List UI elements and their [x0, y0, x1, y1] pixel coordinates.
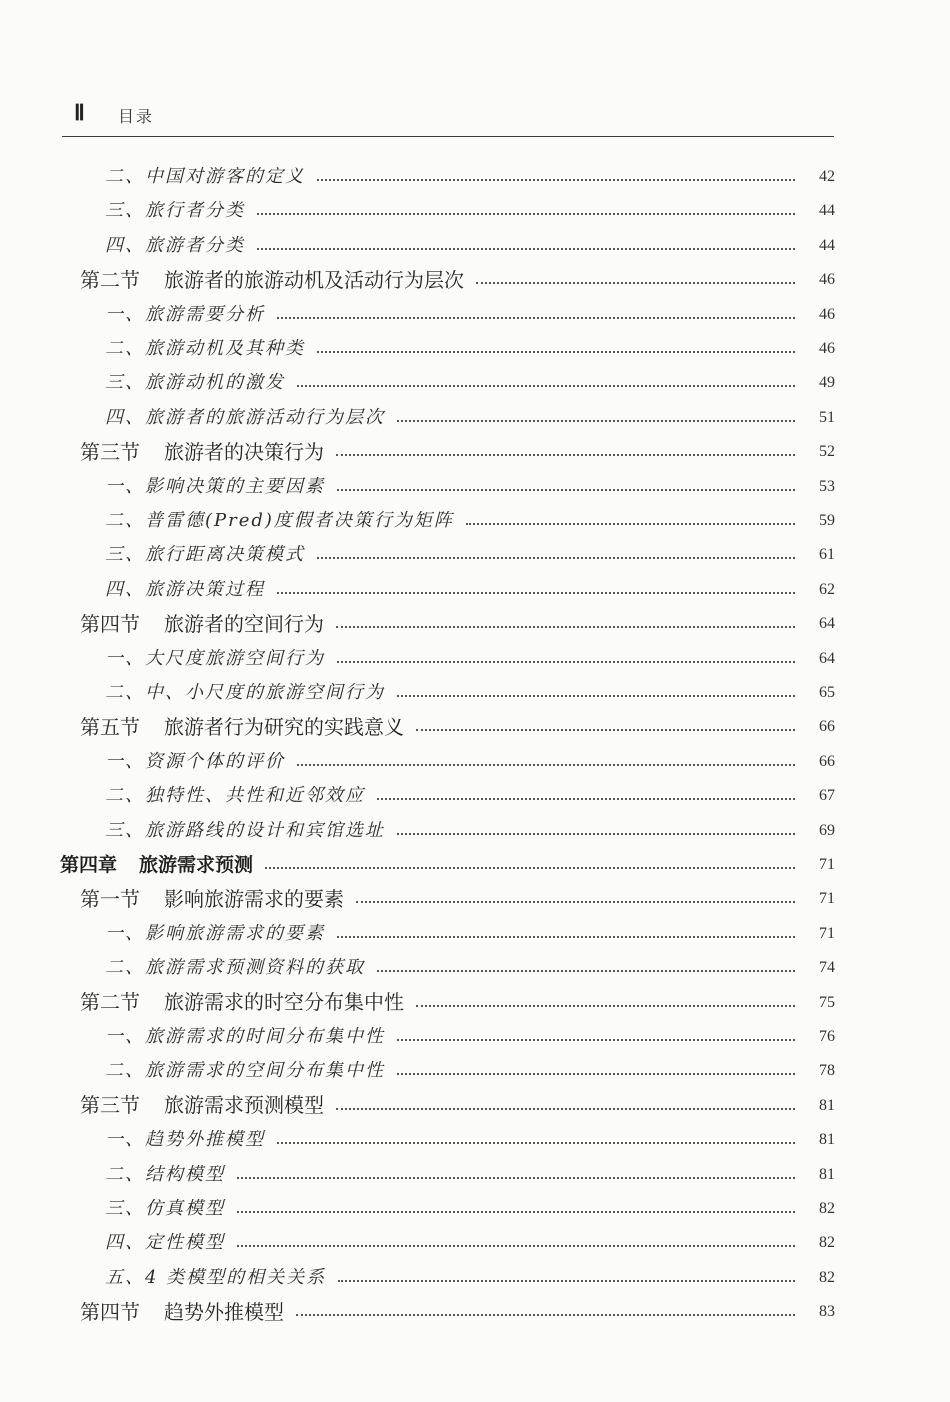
toc-page-number: 46	[819, 305, 835, 323]
toc-entry-title: 三、旅行者分类	[105, 200, 245, 222]
toc-entry-title: 四、旅游者分类	[105, 234, 245, 256]
toc-entry-label	[105, 1263, 326, 1289]
toc-page-number: 75	[819, 993, 835, 1011]
toc-item-row	[105, 743, 835, 777]
toc-entry-number: 第二节	[80, 990, 140, 1015]
toc-entry-title: 三、仿真模型	[105, 1198, 225, 1219]
dot-leader	[356, 901, 795, 903]
toc-entry-label	[80, 608, 324, 637]
toc-page-number: 71	[819, 890, 835, 908]
toc-entry-label	[105, 472, 325, 498]
toc-page-number: 81	[819, 1165, 835, 1183]
toc-entry-title: 三、旅游动机的激发	[105, 372, 285, 394]
dot-leader	[397, 695, 795, 697]
toc-entry-label	[105, 1056, 385, 1082]
toc-item-row	[105, 502, 835, 536]
toc-entry-title: 旅游需求预测	[139, 853, 254, 876]
dot-leader	[237, 1245, 795, 1247]
toc-page-number: 81	[819, 1131, 835, 1149]
toc-entry-title: 旅游需求预测模型	[164, 1093, 324, 1118]
toc-item-row	[105, 640, 835, 674]
toc-page-number: 67	[819, 787, 835, 805]
dot-leader	[397, 1073, 795, 1075]
toc-page-number: 49	[819, 374, 835, 392]
dot-leader	[377, 798, 795, 800]
toc-entry-label	[105, 1194, 225, 1220]
toc-entry-label	[105, 334, 305, 360]
toc-entry-number: 第五节	[80, 714, 140, 739]
dot-leader	[237, 1177, 795, 1179]
toc-entry-title: 旅游者行为研究的实践意义	[164, 714, 404, 739]
toc-page-number: 78	[819, 1062, 835, 1080]
toc-section-row	[80, 880, 835, 914]
dot-leader	[337, 489, 795, 491]
toc-entry-label	[105, 506, 454, 532]
toc-entry-label	[80, 436, 324, 465]
toc-entry-label	[80, 1089, 324, 1118]
toc-page-number: 44	[819, 236, 835, 254]
dot-leader	[377, 970, 795, 972]
toc-entry-title: 趋势外推模型	[164, 1299, 284, 1324]
dot-leader	[336, 1108, 795, 1110]
dot-leader	[317, 557, 795, 559]
toc-entry-title: 二、旅游需求预测资料的获取	[105, 957, 365, 979]
toc-entry-title: 二、旅游动机及其种类	[105, 338, 305, 359]
toc-entry-label	[80, 986, 404, 1015]
toc-entry-title: 旅游者的空间行为	[164, 611, 324, 636]
toc-page-number: 81	[819, 1096, 835, 1114]
toc-entry-label	[105, 196, 245, 222]
toc-page-number: 59	[819, 512, 835, 529]
toc-entry-title: 旅游者的决策行为	[164, 439, 324, 464]
toc-entry-label	[105, 575, 265, 601]
toc-entry-label	[105, 953, 365, 979]
dot-leader	[297, 764, 795, 766]
toc-section-row	[80, 433, 835, 467]
dot-leader	[337, 661, 795, 663]
toc-page-number: 42	[819, 168, 835, 185]
toc-section-row	[80, 1293, 835, 1327]
toc-entry-label	[105, 816, 385, 842]
toc-entry-label	[105, 540, 305, 566]
toc-entry-label	[60, 850, 253, 877]
toc-page-number: 46	[819, 340, 835, 357]
toc-item-row	[105, 1224, 835, 1258]
toc-entry-title: 一、影响决策的主要因素	[105, 475, 325, 497]
toc-item-row	[105, 158, 835, 192]
dot-leader	[337, 936, 795, 938]
toc-page-number: 52	[819, 443, 835, 461]
toc-entry-label	[105, 1022, 385, 1048]
toc-page-number: 71	[819, 924, 835, 942]
toc-item-row	[105, 1259, 835, 1293]
toc-entry-number: 第四节	[80, 611, 140, 636]
toc-page-number: 62	[819, 580, 835, 598]
toc-item-row	[105, 571, 835, 605]
toc-page-number: 46	[819, 271, 835, 289]
toc-entry-label	[105, 368, 285, 394]
toc-item-row	[105, 192, 835, 226]
toc-section-row	[80, 984, 835, 1018]
dot-leader	[397, 420, 795, 422]
toc-entry-number: 第四节	[80, 1299, 140, 1324]
toc-item-row	[105, 364, 835, 398]
toc-entry-number: 第二节	[80, 267, 140, 292]
toc-page-number: 82	[819, 1200, 835, 1217]
toc-page-number: 71	[819, 856, 835, 873]
toc-page-number: 69	[819, 821, 835, 839]
toc-item-row	[105, 1018, 835, 1052]
dot-leader	[397, 833, 795, 835]
toc-page-number: 74	[819, 959, 835, 977]
dot-leader	[416, 1005, 795, 1007]
dot-leader	[265, 867, 795, 869]
toc-entry-number: 第四章	[60, 853, 118, 876]
toc-section-row	[80, 708, 835, 742]
toc-page-number: 44	[819, 202, 835, 220]
toc-entry-label	[105, 300, 265, 326]
toc-page-number: 51	[819, 408, 835, 426]
toc-entry-title: 二、中、小尺度的旅游空间行为	[105, 682, 385, 703]
toc-entry-title: 一、大尺度旅游空间行为	[105, 647, 325, 669]
toc-page-number: 53	[819, 477, 835, 495]
toc-entry-label	[105, 781, 365, 807]
dot-leader	[257, 248, 795, 250]
toc-chapter-row	[60, 846, 835, 880]
toc-item-row	[105, 468, 835, 502]
dot-leader	[277, 1142, 795, 1144]
toc-entry-title: 旅游者的旅游动机及活动行为层次	[164, 267, 464, 292]
toc-entry-title: 二、普雷德(Pred)度假者决策行为矩阵	[105, 510, 454, 531]
dot-leader	[297, 385, 795, 387]
toc-entry-label	[105, 1160, 225, 1186]
toc-item-row	[105, 227, 835, 261]
toc-entry-label	[80, 264, 464, 293]
toc-page-number: 61	[819, 546, 835, 564]
page-number: Ⅱ	[74, 100, 85, 125]
dot-leader	[296, 1314, 795, 1316]
dot-leader	[237, 1211, 795, 1213]
toc-page-number: 83	[819, 1303, 835, 1321]
toc-item-row	[105, 1190, 835, 1224]
toc-entry-title: 三、旅游路线的设计和宾馆选址	[105, 819, 385, 841]
toc-entry-title: 影响旅游需求的要素	[164, 886, 344, 911]
toc-entry-title: 二、旅游需求的空间分布集中性	[105, 1060, 385, 1082]
toc-item-row	[105, 777, 835, 811]
toc-entry-label	[105, 403, 385, 429]
toc-page-number: 65	[819, 684, 835, 701]
toc-entry-label	[80, 711, 404, 740]
toc-entry-title: 一、旅游需求的时间分布集中性	[105, 1026, 385, 1047]
toc-entry-label	[105, 678, 385, 704]
running-title: 目录	[118, 107, 155, 126]
dot-leader	[397, 1039, 795, 1041]
toc-entry-label	[105, 1228, 225, 1254]
toc-entry-label	[80, 883, 344, 912]
toc-entry-number: 第三节	[80, 1093, 140, 1118]
toc-item-row	[105, 915, 835, 949]
toc-entry-title: 一、旅游需要分析	[105, 303, 265, 325]
toc-entry-label	[105, 644, 325, 670]
toc-page-number: 82	[819, 1234, 835, 1252]
toc-entry-label	[105, 1125, 265, 1151]
toc-entry-title: 四、旅游者的旅游活动行为层次	[105, 406, 385, 428]
toc-section-row	[80, 261, 835, 295]
dot-leader	[336, 626, 795, 628]
toc-page-number: 66	[819, 718, 835, 736]
toc-page-number: 82	[819, 1268, 835, 1286]
toc-entry-title: 一、趋势外推模型	[105, 1129, 265, 1151]
toc-entry-label	[105, 747, 285, 773]
toc-entry-title: 四、旅游决策过程	[105, 578, 265, 600]
toc-item-row	[105, 330, 835, 364]
toc-item-row	[105, 1156, 835, 1190]
toc-item-row	[105, 399, 835, 433]
toc-page-number: 66	[819, 752, 835, 770]
toc-entry-title: 五、4 类模型的相关关系	[105, 1266, 327, 1288]
toc-entry-title: 四、定性模型	[105, 1232, 225, 1254]
toc-page-number: 76	[819, 1028, 835, 1045]
toc-page-number: 64	[819, 649, 835, 667]
toc-entry-title: 二、独特性、共性和近邻效应	[105, 785, 365, 807]
toc-entry-label	[105, 231, 245, 257]
dot-leader	[416, 729, 795, 731]
toc-item-row	[105, 296, 835, 330]
toc-entry-title: 旅游需求的时空分布集中性	[164, 990, 404, 1015]
dot-leader	[317, 179, 795, 181]
toc-item-row	[105, 536, 835, 570]
toc-entry-title: 一、影响旅游需求的要素	[105, 922, 325, 944]
dot-leader	[466, 523, 795, 525]
toc-entry-label	[105, 919, 325, 945]
toc-item-row	[105, 949, 835, 983]
toc-entry-label	[80, 1296, 284, 1325]
dot-leader	[257, 213, 795, 215]
toc-entry-number: 第一节	[80, 886, 140, 911]
dot-leader	[277, 317, 795, 319]
toc-entry-label	[105, 162, 305, 188]
toc-item-row	[105, 1121, 835, 1155]
dot-leader	[338, 1280, 795, 1282]
toc-entry-title: 二、中国对游客的定义	[105, 166, 305, 187]
toc-item-row	[105, 674, 835, 708]
dot-leader	[277, 592, 795, 594]
toc-entry-title: 二、结构模型	[105, 1163, 225, 1185]
toc-section-row	[80, 1087, 835, 1121]
dot-leader	[317, 351, 795, 353]
dot-leader	[476, 282, 795, 284]
toc-item-row	[105, 1052, 835, 1086]
toc-entry-title: 一、资源个体的评价	[105, 750, 285, 772]
dot-leader	[336, 454, 795, 456]
toc-section-row	[80, 605, 835, 639]
toc-entry-title: 三、旅行距离决策模式	[105, 544, 305, 566]
toc-entry-number: 第三节	[80, 439, 140, 464]
page-header	[62, 96, 834, 137]
toc-item-row	[105, 812, 835, 846]
toc-page-number: 64	[819, 615, 835, 633]
